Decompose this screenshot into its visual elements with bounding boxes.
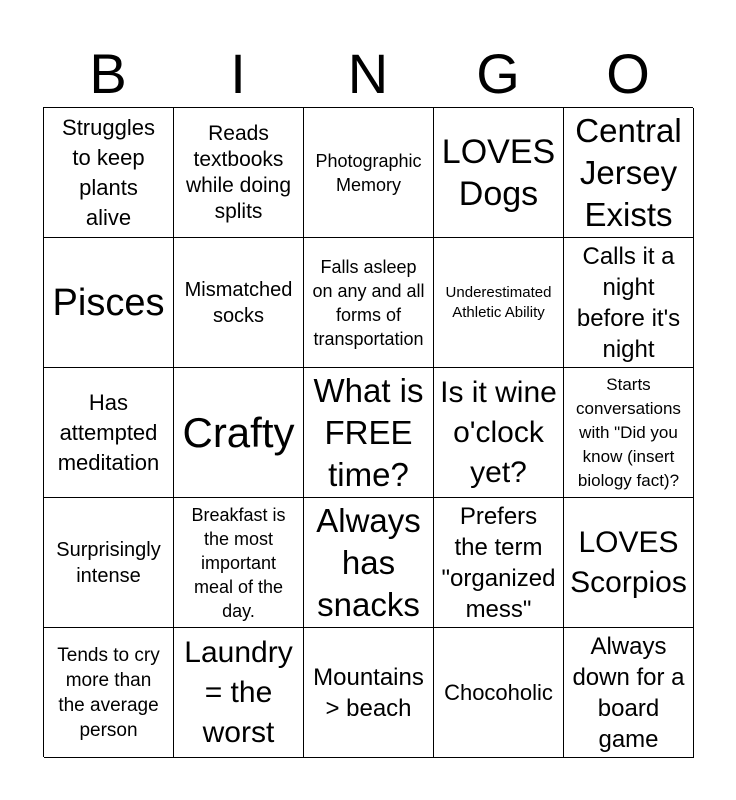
cell-text: Calls it a night before it's night <box>576 242 681 363</box>
cell-text: Underestimated Athletic Ability <box>445 283 552 321</box>
bingo-cell[interactable] <box>564 238 694 368</box>
bingo-cell[interactable] <box>304 498 434 628</box>
cell-text: Is it wine o'clock yet? <box>440 375 557 489</box>
cell-text: Struggles to keep plants alive <box>62 114 155 230</box>
cell-text: Has attempted meditation <box>57 389 160 475</box>
bingo-cell[interactable] <box>564 498 694 628</box>
bingo-cell[interactable] <box>174 108 304 238</box>
cell-text: Crafty <box>182 408 295 456</box>
header-letter-o: O <box>606 42 650 105</box>
cell-text: Always has snacks <box>316 501 421 623</box>
header-letter-g: G <box>476 42 520 105</box>
bingo-cell[interactable] <box>434 628 564 758</box>
cell-text: Photographic Memory <box>315 150 422 195</box>
header-letter-i: I <box>230 42 246 105</box>
cell-text: Falls asleep on any and all forms of transportation <box>312 256 425 349</box>
bingo-cell[interactable] <box>304 108 434 238</box>
bingo-cell[interactable] <box>174 368 304 498</box>
bingo-cell[interactable] <box>44 628 174 758</box>
cell-text: Starts conversations with "Did you know (insert biology fact)? <box>576 374 681 490</box>
cell-text: Breakfast is the most important meal of the day. <box>191 504 286 621</box>
cell-text: Always down for a board game <box>572 632 685 753</box>
bingo-cell[interactable] <box>304 628 434 758</box>
bingo-header <box>43 42 693 106</box>
bingo-cell[interactable] <box>564 368 694 498</box>
cell-text: Mismatched socks <box>184 278 293 327</box>
bingo-cell[interactable] <box>44 108 174 238</box>
bingo-cell[interactable] <box>44 238 174 368</box>
header-letter-b: B <box>89 42 127 105</box>
bingo-cell[interactable] <box>44 368 174 498</box>
cell-text: LOVES Dogs <box>441 132 556 213</box>
cell-text: Tends to cry more than the average person <box>57 644 160 741</box>
cell-text: Reads textbooks while doing splits <box>185 121 292 223</box>
bingo-cell[interactable] <box>434 368 564 498</box>
cell-text: Pisces <box>52 281 165 324</box>
cell-text: LOVES Scorpios <box>570 525 687 599</box>
bingo-cell[interactable] <box>434 238 564 368</box>
bingo-cell[interactable] <box>304 238 434 368</box>
cell-text: Surprisingly intense <box>56 538 161 587</box>
bingo-cell[interactable] <box>304 368 434 498</box>
cell-text: Central Jersey Exists <box>575 111 682 233</box>
header-letter-n: N <box>347 42 389 105</box>
cell-text: Laundry = the worst <box>184 635 293 749</box>
bingo-cell[interactable] <box>174 238 304 368</box>
cell-text: What is FREE time? <box>313 371 424 493</box>
bingo-cell[interactable] <box>564 628 694 758</box>
cell-text: Prefers the term "organized mess" <box>441 502 556 623</box>
bingo-cell[interactable] <box>44 498 174 628</box>
bingo-cell[interactable] <box>434 498 564 628</box>
bingo-cell[interactable] <box>564 108 694 238</box>
cell-text: Chocoholic <box>444 679 553 705</box>
bingo-cell[interactable] <box>434 108 564 238</box>
bingo-cell[interactable] <box>174 628 304 758</box>
bingo-cell[interactable] <box>174 498 304 628</box>
bingo-board <box>43 107 693 757</box>
cell-text: Mountains > beach <box>313 663 424 722</box>
